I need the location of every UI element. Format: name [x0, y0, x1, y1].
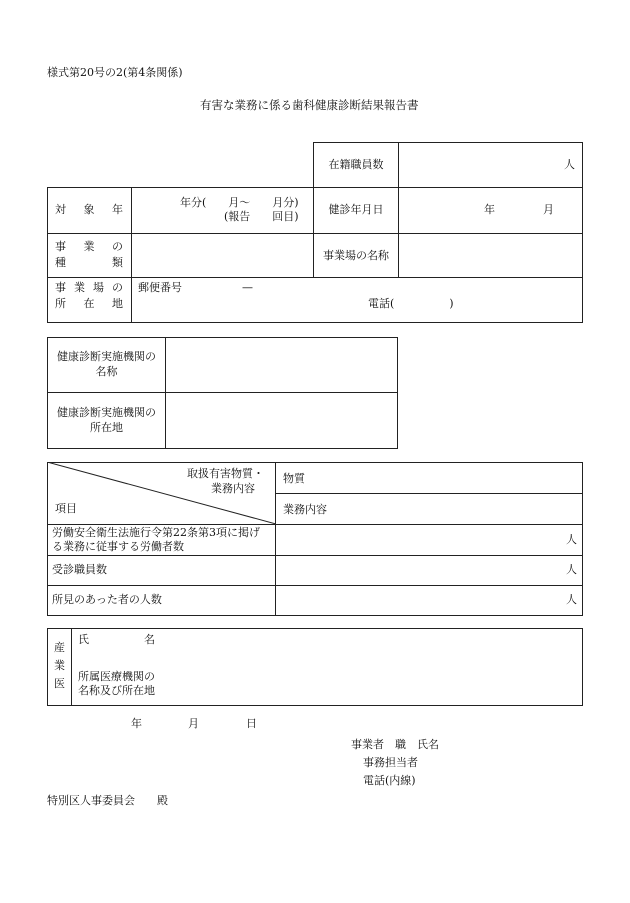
address-label-line2: 所 在 地 — [55, 297, 123, 310]
institution-address-label-line1: 健康診断実施機関の — [57, 406, 156, 419]
row-examined-unit: 人 — [566, 563, 577, 576]
business-type-label-line1: 事 業 の — [55, 240, 123, 253]
employer-label: 事業者 職 氏名 — [351, 738, 439, 751]
row-findings-label: 所見のあった者の人数 — [52, 593, 162, 606]
header-item-label: 項目 — [55, 502, 77, 515]
address-label-line1: 事 業 場 の — [55, 281, 123, 294]
date-month-char: 月 — [188, 717, 199, 730]
header-substance-label-line2: 業務内容 — [211, 482, 255, 495]
date-day-char: 日 — [246, 717, 257, 730]
postal-code-dash: — — [242, 281, 253, 294]
target-year-label: 対 象 年 — [55, 203, 123, 216]
row-workers-label-line1: 労働安全衛生法施行令第22条第3項に掲げ — [52, 526, 260, 539]
target-period-text: 年分( 月〜 月分) — [180, 196, 299, 209]
row-workers-label-line2: る業務に従事する労働者数 — [52, 540, 184, 553]
form-number: 様式第20号の2(第4条関係) — [47, 66, 183, 79]
addressee: 特別区人事委員会 殿 — [47, 794, 168, 807]
physician-name-label: 氏 名 — [78, 633, 155, 646]
contact-phone-label: 電話(内線) — [363, 774, 416, 787]
page-title: 有害な業務に係る歯科健康診断結果報告書 — [200, 98, 419, 112]
exam-month-char: 月 — [543, 203, 554, 216]
physician-side-label-1: 産 — [54, 641, 65, 654]
substance-label: 物質 — [283, 472, 305, 485]
row-findings-unit: 人 — [566, 593, 577, 606]
affiliation-label-line1: 所属医療機関の — [78, 670, 155, 683]
workplace-name-label: 事業場の名称 — [323, 249, 389, 262]
exam-year-char: 年 — [484, 203, 495, 216]
physician-side-label-3: 医 — [54, 677, 65, 690]
row-workers-unit: 人 — [566, 533, 577, 546]
phone-label: 電話( ) — [368, 297, 454, 310]
institution-name-label-line2: 名称 — [95, 365, 118, 378]
enrolled-staff-unit: 人 — [564, 158, 575, 171]
staff-label: 事務担当者 — [363, 756, 418, 769]
report-count-text: (報告 回目) — [224, 210, 299, 223]
header-substance-label-line1: 取扱有害物質・ — [187, 467, 264, 480]
date-year-char: 年 — [131, 717, 142, 730]
institution-address-label-line2: 所在地 — [90, 421, 123, 434]
business-type-label-line2: 種 類 — [55, 256, 123, 269]
row-examined-label: 受診職員数 — [52, 563, 107, 576]
exam-date-label: 健診年月日 — [328, 203, 384, 216]
institution-name-label-line1: 健康診断実施機関の — [57, 350, 156, 363]
physician-side-label-2: 業 — [54, 659, 65, 672]
affiliation-label-line2: 名称及び所在地 — [78, 684, 155, 697]
postal-code-label: 郵便番号 — [138, 281, 182, 294]
work-content-label: 業務内容 — [283, 503, 327, 516]
enrolled-staff-label: 在籍職員数 — [328, 158, 384, 171]
